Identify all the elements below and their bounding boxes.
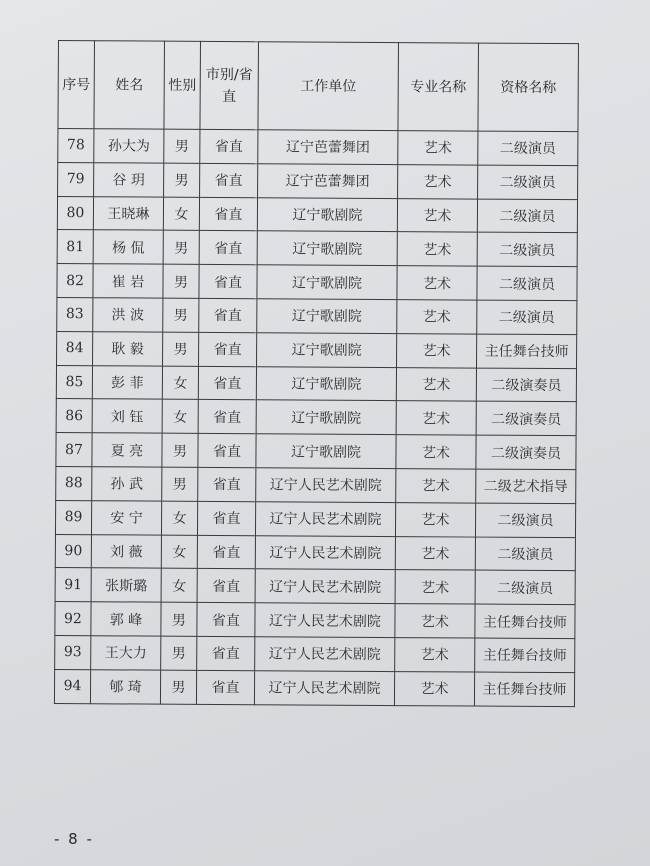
- table-header-row: [58, 41, 579, 132]
- cell-gender: 男: [160, 670, 196, 704]
- cell-qualification: 二级演员: [477, 199, 577, 233]
- cell-name: 洪 波: [93, 298, 163, 332]
- cell-gender: 男: [163, 264, 199, 298]
- cell-region: 省直: [197, 603, 255, 637]
- cell-unit: 辽宁人民艺术剧院: [255, 569, 395, 604]
- table-row: [58, 162, 578, 199]
- cell-qualification: 主任舞台技师: [474, 672, 574, 706]
- cell-major: 艺术: [395, 570, 475, 604]
- cell-gender: 男: [162, 467, 198, 501]
- header-region: 市别/省直: [200, 41, 259, 129]
- table-row: [57, 264, 577, 301]
- cell-major: 艺术: [396, 469, 476, 503]
- cell-no: 85: [56, 365, 92, 399]
- qualification-table: [54, 40, 579, 707]
- cell-unit: 辽宁歌剧院: [257, 265, 397, 300]
- table-row: [57, 331, 577, 368]
- cell-gender: 男: [161, 636, 197, 670]
- cell-qualification: 二级演员: [477, 266, 577, 300]
- cell-qualification: 二级演员: [477, 300, 577, 334]
- cell-name: 崔 岩: [93, 264, 163, 298]
- cell-gender: 女: [163, 197, 199, 231]
- table-row: [56, 365, 576, 402]
- cell-no: 89: [55, 500, 91, 534]
- cell-gender: 男: [161, 602, 197, 636]
- cell-no: 88: [56, 466, 92, 500]
- cell-gender: 男: [163, 298, 199, 332]
- cell-unit: 辽宁歌剧院: [256, 366, 396, 401]
- cell-qualification: 二级演奏员: [476, 368, 576, 402]
- cell-region: 省直: [199, 197, 257, 231]
- cell-major: 艺术: [394, 671, 474, 705]
- cell-major: 艺术: [397, 300, 477, 334]
- table-row: [55, 534, 575, 571]
- cell-qualification: 主任舞台技师: [475, 638, 575, 672]
- table-row: [55, 635, 575, 672]
- table-row: [55, 500, 575, 537]
- cell-major: 艺术: [395, 638, 475, 672]
- cell-region: 省直: [198, 400, 256, 434]
- cell-major: 艺术: [395, 536, 475, 570]
- page-number: - 8 -: [54, 830, 94, 848]
- cell-gender: 男: [164, 129, 200, 163]
- cell-region: 省直: [198, 366, 256, 400]
- cell-gender: 男: [163, 332, 199, 366]
- cell-name: 安 宁: [91, 500, 161, 534]
- cell-region: 省直: [197, 636, 255, 670]
- cell-gender: 男: [162, 433, 198, 467]
- cell-no: 79: [58, 162, 94, 196]
- table-row: [56, 399, 576, 436]
- cell-region: 省直: [199, 332, 257, 366]
- cell-major: 艺术: [396, 367, 476, 401]
- cell-region: 省直: [199, 265, 257, 299]
- cell-name: 夏 亮: [92, 433, 162, 467]
- cell-name: 耿 毅: [93, 331, 163, 365]
- cell-region: 省直: [198, 434, 256, 468]
- cell-name: 郭 峰: [91, 602, 161, 636]
- cell-gender: 女: [161, 569, 197, 603]
- table-row: [57, 297, 577, 334]
- cell-region: 省直: [199, 231, 257, 265]
- cell-gender: 男: [163, 231, 199, 265]
- cell-major: 艺术: [398, 131, 478, 165]
- table-row: [55, 568, 575, 605]
- cell-major: 艺术: [397, 266, 477, 300]
- cell-no: 90: [55, 534, 91, 568]
- header-unit: 工作单位: [258, 42, 399, 131]
- cell-unit: 辽宁芭蕾舞团: [258, 130, 398, 165]
- cell-unit: 辽宁歌剧院: [257, 333, 397, 368]
- cell-major: 艺术: [395, 502, 475, 536]
- cell-unit: 辽宁人民艺术剧院: [255, 501, 395, 536]
- table-row: [57, 196, 577, 233]
- cell-no: 82: [57, 264, 93, 298]
- cell-gender: 男: [164, 163, 200, 197]
- cell-region: 省直: [199, 298, 257, 332]
- table-row: [56, 466, 576, 503]
- cell-no: 86: [56, 399, 92, 433]
- cell-qualification: 二级演奏员: [476, 401, 576, 435]
- cell-unit: 辽宁歌剧院: [257, 197, 397, 232]
- cell-name: 张斯璐: [91, 568, 161, 602]
- cell-major: 艺术: [397, 198, 477, 232]
- cell-unit: 辽宁人民艺术剧院: [255, 603, 395, 638]
- cell-unit: 辽宁歌剧院: [257, 231, 397, 266]
- cell-qualification: 二级演员: [478, 131, 578, 165]
- table-row: [54, 669, 574, 706]
- cell-name: 刘 钰: [92, 399, 162, 433]
- cell-qualification: 主任舞台技师: [475, 604, 575, 638]
- cell-major: 艺术: [396, 435, 476, 469]
- cell-no: 92: [55, 602, 91, 636]
- header-major: 专业名称: [398, 43, 479, 131]
- cell-qualification: 二级艺术指导: [476, 469, 576, 503]
- cell-gender: 女: [161, 501, 197, 535]
- cell-no: 78: [58, 129, 94, 163]
- cell-gender: 女: [161, 535, 197, 569]
- cell-qualification: 二级演员: [475, 570, 575, 604]
- table-row: [56, 433, 576, 470]
- cell-major: 艺术: [395, 604, 475, 638]
- cell-gender: 女: [162, 366, 198, 400]
- cell-name: 王晓琳: [93, 196, 163, 230]
- cell-no: 93: [55, 635, 91, 669]
- cell-name: 彭 菲: [92, 365, 162, 399]
- header-no: 序号: [58, 41, 95, 129]
- cell-region: 省直: [196, 670, 254, 704]
- cell-region: 省直: [200, 163, 258, 197]
- table-row: [55, 602, 575, 639]
- cell-major: 艺术: [396, 401, 476, 435]
- cell-no: 94: [54, 669, 90, 703]
- cell-no: 84: [57, 331, 93, 365]
- table-row: [58, 129, 578, 166]
- cell-name: 王大力: [91, 636, 161, 670]
- cell-region: 省直: [198, 467, 256, 501]
- cell-unit: 辽宁歌剧院: [256, 434, 396, 469]
- cell-qualification: 二级演员: [477, 232, 577, 266]
- cell-no: 81: [57, 230, 93, 264]
- cell-name: 谷 玥: [94, 163, 164, 197]
- cell-major: 艺术: [398, 164, 478, 198]
- cell-qualification: 二级演奏员: [476, 435, 576, 469]
- cell-no: 83: [57, 297, 93, 331]
- header-qualification: 资格名称: [478, 43, 579, 132]
- cell-name: 刘 薇: [91, 534, 161, 568]
- cell-name: 杨 侃: [93, 230, 163, 264]
- cell-no: 91: [55, 568, 91, 602]
- cell-qualification: 二级演员: [478, 165, 578, 199]
- header-gender: 性别: [164, 41, 201, 129]
- cell-unit: 辽宁人民艺术剧院: [254, 670, 394, 705]
- cell-name: 郇 琦: [90, 669, 160, 703]
- cell-unit: 辽宁歌剧院: [257, 299, 397, 334]
- cell-no: 80: [57, 196, 93, 230]
- cell-qualification: 主任舞台技师: [477, 334, 577, 368]
- cell-unit: 辽宁人民艺术剧院: [256, 468, 396, 503]
- cell-qualification: 二级演员: [475, 537, 575, 571]
- cell-major: 艺术: [397, 333, 477, 367]
- cell-region: 省直: [197, 501, 255, 535]
- table-body: [54, 129, 577, 707]
- cell-region: 省直: [197, 535, 255, 569]
- cell-region: 省直: [200, 129, 258, 163]
- cell-no: 87: [56, 433, 92, 467]
- cell-unit: 辽宁人民艺术剧院: [255, 535, 395, 570]
- cell-gender: 女: [162, 400, 198, 434]
- cell-region: 省直: [197, 569, 255, 603]
- cell-name: 孙大为: [94, 129, 164, 163]
- header-name: 姓名: [94, 41, 165, 129]
- cell-qualification: 二级演员: [475, 503, 575, 537]
- table-row: [57, 230, 577, 267]
- cell-name: 孙 武: [92, 467, 162, 501]
- cell-major: 艺术: [397, 232, 477, 266]
- cell-unit: 辽宁歌剧院: [256, 400, 396, 435]
- cell-unit: 辽宁芭蕾舞团: [258, 164, 398, 199]
- cell-unit: 辽宁人民艺术剧院: [255, 637, 395, 672]
